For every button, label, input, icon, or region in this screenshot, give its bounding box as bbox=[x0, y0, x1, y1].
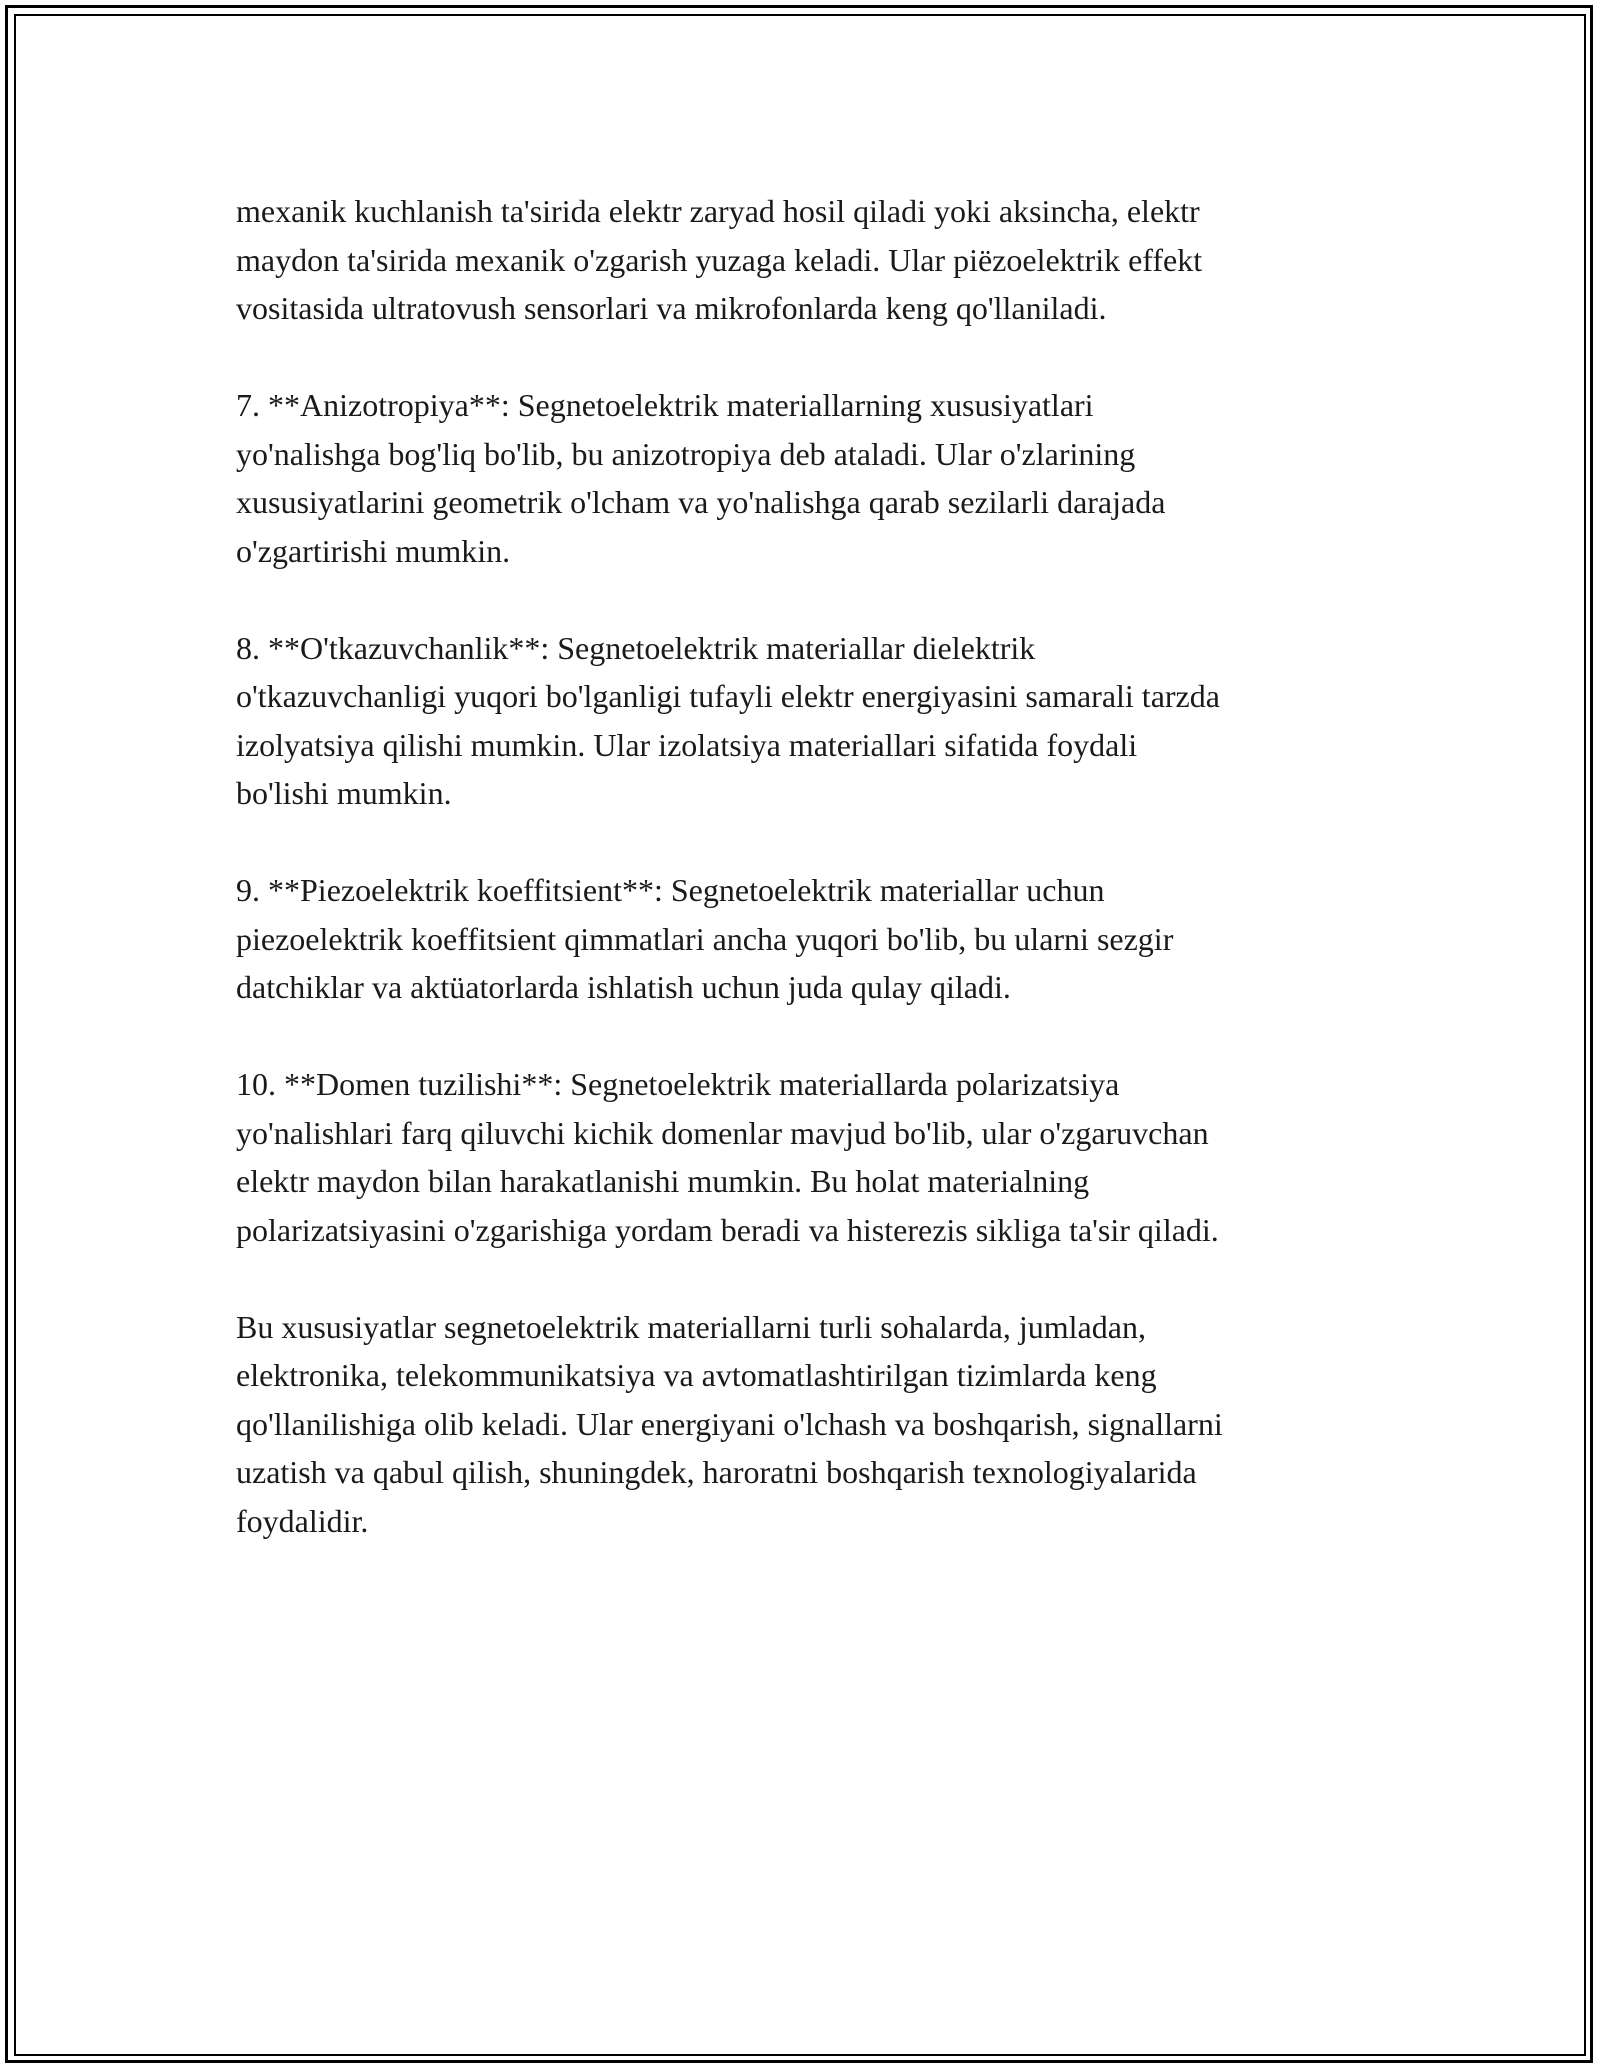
text-line: izolyatsiya qilishi mumkin. Ular izolatsiya materiallari sifatida foydali bbox=[236, 726, 1138, 763]
text-line: elektronika, telekommunikatsiya va avtomatlashtirilgan tizimlarda keng bbox=[236, 1357, 1157, 1393]
paragraph-gap bbox=[236, 1254, 1386, 1303]
text-line: bo'lishi mumkin. bbox=[236, 775, 452, 811]
text-line: polarizatsiyasini o'zgarishiga yordam beradi va histerezis sikliga ta'sir qiladi. bbox=[236, 1211, 1219, 1248]
text-line: 10. **Domen tuzilishi**: Segnetoelektrik materiallarda polarizatsiya bbox=[236, 1066, 1120, 1102]
text-line: xususiyatlarini geometrik o'lcham va yo'nalishga qarab sezilarli darajada bbox=[236, 484, 1166, 520]
paragraph-piezo-continuation bbox=[236, 187, 1386, 333]
text-line: vositasida ultratovush sensorlari va mikrofonlarda keng qo'llaniladi. bbox=[236, 290, 1107, 326]
text-line: datchiklar va aktüatorlarda ishlatish uchun juda qulay qiladi. bbox=[236, 969, 1011, 1005]
paragraph-anizotropiya bbox=[236, 381, 1386, 575]
text-line: yo'nalishlari farq qiluvchi kichik domenlar mavjud bo'lib, ular o'zgaruvchan bbox=[236, 1114, 1209, 1151]
paragraph-gap bbox=[236, 818, 1386, 867]
paragraph-conclusion bbox=[236, 1303, 1386, 1546]
text-line: piezoelektrik koeffitsient qimmatlari ancha yuqori bo'lib, bu ularni sezgir bbox=[236, 920, 1174, 957]
paragraph-domen-tuzilishi bbox=[236, 1060, 1386, 1254]
text-line: maydon ta'sirida mexanik o'zgarish yuzaga keladi. Ular piëzoelektrik effekt bbox=[236, 241, 1203, 278]
text-line: foydalidir. bbox=[236, 1502, 369, 1539]
text-line: yo'nalishga bog'liq bo'lib, bu anizotropiya deb ataladi. Ular o'zlarining bbox=[236, 435, 1136, 472]
text-line: Bu xususiyatlar segnetoelektrik materiallarni turli sohalarda, jumladan, bbox=[236, 1308, 1146, 1345]
paragraph-gap bbox=[236, 575, 1386, 624]
text-line: mexanik kuchlanish ta'sirida elektr zaryad hosil qiladi yoki aksincha, elektr bbox=[236, 193, 1200, 229]
text-line: uzatish va qabul qilish, shuningdek, haroratni boshqarish texnologiyalarida bbox=[236, 1454, 1197, 1490]
text-line: elektr maydon bilan harakatlanishi mumkin. Bu holat materialning bbox=[236, 1163, 1090, 1199]
text-line: 9. **Piezoelektrik koeffitsient**: Segnetoelektrik materiallar uchun bbox=[236, 872, 1105, 908]
paragraph-gap bbox=[236, 333, 1386, 382]
text-line: o'tkazuvchanligi yuqori bo'lganligi tufayli elektr energiyasini samarali tarzda bbox=[236, 678, 1220, 714]
text-line: qo'llanilishiga olib keladi. Ular energiyani o'lchash va boshqarish, signallarni bbox=[236, 1405, 1223, 1442]
paragraph-piezoelektrik-koeffitsient bbox=[236, 866, 1386, 1012]
paragraph-gap bbox=[236, 1012, 1386, 1061]
text-line: 8. **O'tkazuvchanlik**: Segnetoelektrik materiallar dielektrik bbox=[236, 629, 1036, 666]
text-line: o'zgartirishi mumkin. bbox=[236, 532, 511, 569]
paragraph-otkazuvchanlik bbox=[236, 624, 1386, 818]
document-body bbox=[236, 187, 1386, 1545]
text-line: 7. **Anizotropiya**: Segnetoelektrik materiallarning xususiyatlari bbox=[236, 387, 1094, 423]
